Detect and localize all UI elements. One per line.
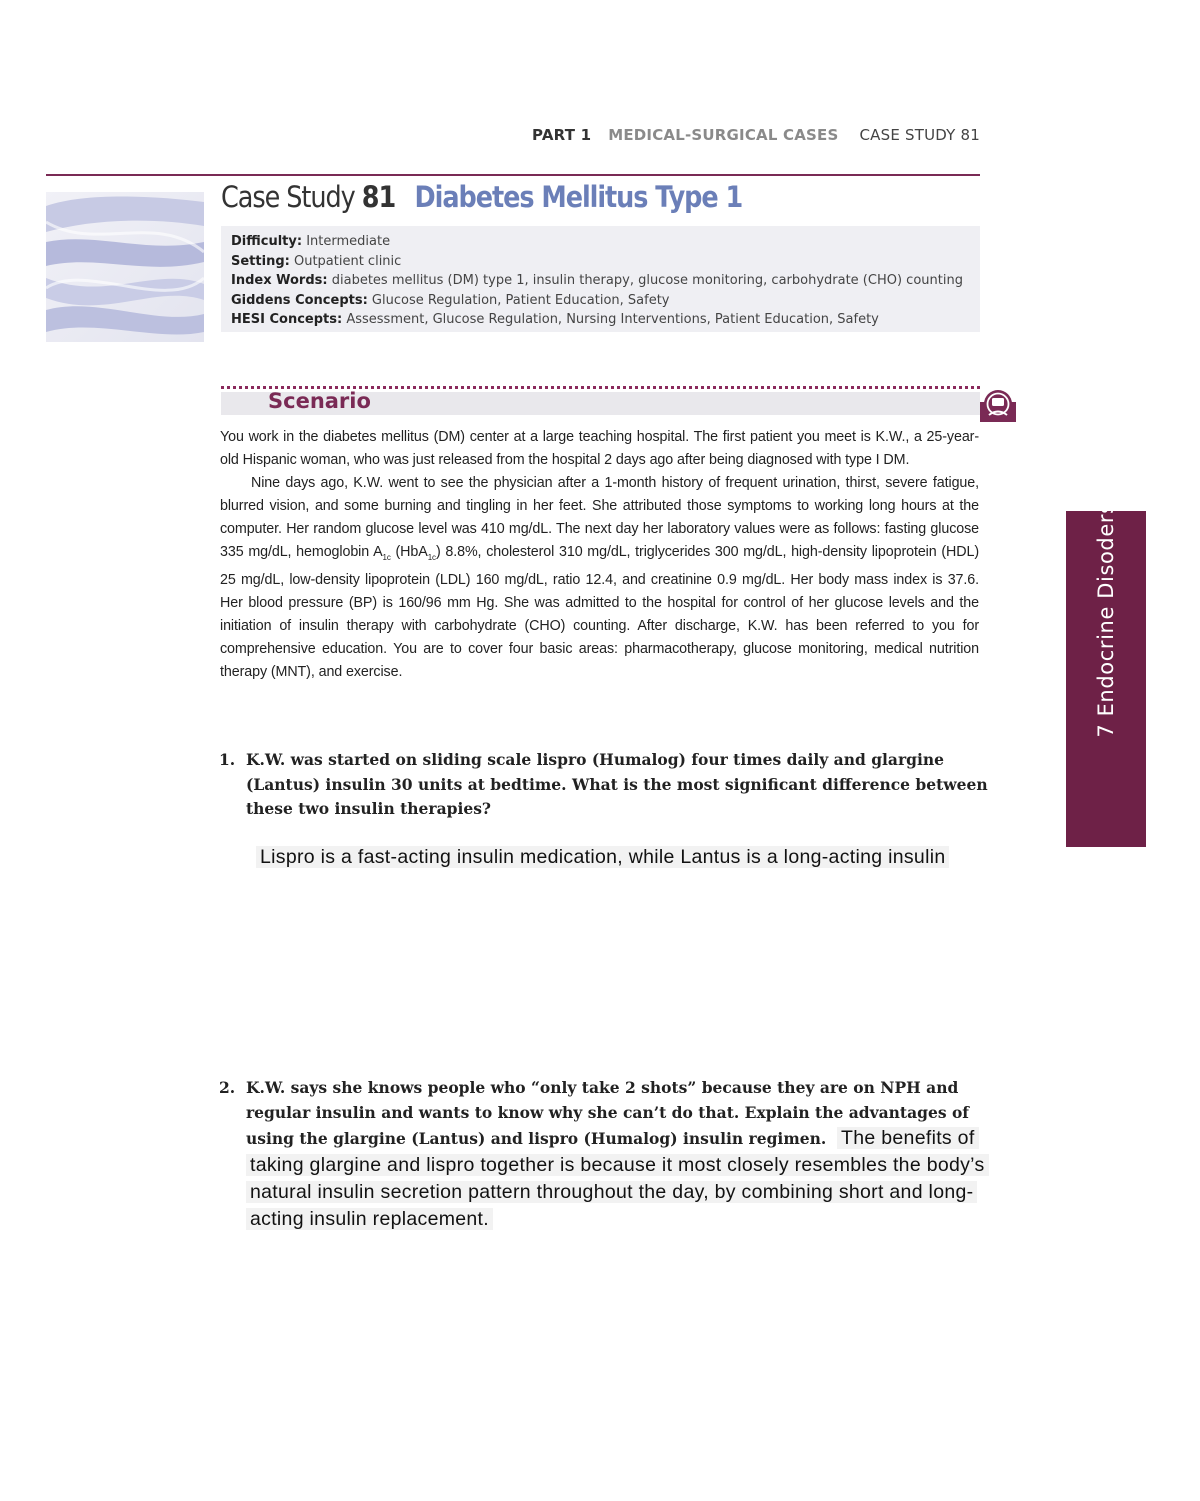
meta-row bbox=[231, 232, 970, 252]
header-wave-graphic bbox=[46, 192, 204, 342]
meta-value: Glucose Regulation, Patient Education, Safety bbox=[371, 292, 670, 308]
meta-value: Assessment, Glucose Regulation, Nursing Interventions, Patient Education, Safety bbox=[346, 312, 879, 328]
title-number: 81 bbox=[361, 180, 396, 214]
meta-value: Outpatient clinic bbox=[293, 253, 402, 269]
scenario-paragraph-2 bbox=[220, 472, 979, 684]
scenario-text-part: Nine days ago, K.W. went to see the physician after a 1-month history of frequent urination, thirst, severe fatigue, blurred vision, and some burning and tingling in her feet. She attributed those symptoms to working long hours at the computer. Her random glucose level was 410 mg/dL. The next day her laboratory values were as follows: fasting glucose 335 mg/dL, hemoglobin A bbox=[220, 474, 979, 560]
header-rule bbox=[46, 174, 980, 176]
meta-row bbox=[231, 310, 970, 330]
subscript: 1c bbox=[382, 552, 391, 562]
meta-row bbox=[231, 271, 970, 291]
question-2 bbox=[219, 1076, 989, 1233]
patient-icon bbox=[980, 388, 1016, 422]
answer-2[interactable]: The benefits of taking glargine and lispro together is because it most closely resembles the body’s natural insulin secretion pattern throughout the day, by combining short and long-acting insulin replacement. bbox=[246, 1127, 989, 1230]
question-text: K.W. was started on sliding scale lispro (Humalog) four times daily and glargine (Lantus) insulin 30 units at bedtime. What is the most significant difference between these two insulin therapies? bbox=[246, 750, 988, 818]
scenario-heading: Scenario bbox=[268, 389, 371, 413]
running-head-part: PART 1 bbox=[532, 126, 592, 144]
scenario-text-part: ) 8.8%, cholesterol 310 mg/dL, triglycerides 300 mg/dL, high-density lipoprotein (HDL) 25 mg/dL, low-density lipoprotein (LDL) 160 mg/dL, ratio 12.4, and creatinine 0.9 mg/dL. Her body mass index is 37.6. Her blood pressure (BP) is 160/96 mm Hg. She was admitted to the hospital for control of her glucose levels and the initiation of insulin therapy with carbohydrate (CHO) counting. After discharge, K.W. has been referred to you for comprehensive education. You are to cover four basic areas: pharmacotherapy, glucose monitoring, medical nutrition therapy (MNT), and exercise. bbox=[220, 543, 979, 680]
running-head bbox=[532, 126, 980, 144]
question-1 bbox=[219, 748, 989, 822]
question-text-with-answer bbox=[246, 1076, 989, 1233]
meta-row bbox=[231, 252, 970, 272]
meta-label: Difficulty: bbox=[231, 234, 303, 249]
subscript: 1c bbox=[427, 552, 436, 562]
answer-1[interactable]: Lispro is a fast-acting insulin medication, while Lantus is a long-acting insulin bbox=[256, 846, 949, 868]
scenario-text-part: (HbA bbox=[390, 543, 428, 560]
case-metadata-box bbox=[221, 226, 980, 332]
scenario-text bbox=[220, 426, 979, 684]
meta-label: Setting: bbox=[231, 253, 290, 269]
title-topic: Diabetes Mellitus Type 1 bbox=[414, 180, 743, 214]
title-prefix: Case Study bbox=[221, 180, 355, 214]
meta-value: diabetes mellitus (DM) type 1, insulin therapy, glucose monitoring, carbohydrate (CHO) counting bbox=[331, 273, 963, 289]
running-head-case: CASE STUDY 81 bbox=[859, 126, 980, 144]
question-number: 2. bbox=[219, 1078, 236, 1097]
page-title bbox=[221, 180, 742, 214]
meta-value: Intermediate bbox=[306, 234, 391, 249]
running-head-section: MEDICAL-SURGICAL CASES bbox=[608, 126, 839, 144]
meta-row bbox=[231, 291, 970, 311]
scenario-paragraph-1: You work in the diabetes mellitus (DM) center at a large teaching hospital. The first patient you meet is K.W., a 25-year-old Hispanic woman, who was just released from the hospital 2 days ago after being diagnosed with type I DM. bbox=[220, 429, 979, 468]
question-number: 1. bbox=[219, 750, 236, 769]
answer-1-block bbox=[256, 844, 1001, 873]
meta-label: HESI Concepts: bbox=[231, 312, 343, 328]
question-text: K.W. says she knows people who “only take 2 shots” because they are on NPH and regular insulin and wants to know why she can’t do that. Explain the advantages of using the glargine (Lantus) and lispro (Humalog) insulin regimen. bbox=[246, 1078, 969, 1148]
meta-label: Index Words: bbox=[231, 273, 328, 289]
chapter-side-tab-label: 7 Endocrine Disoders bbox=[1094, 502, 1118, 738]
meta-label: Giddens Concepts: bbox=[231, 292, 368, 308]
